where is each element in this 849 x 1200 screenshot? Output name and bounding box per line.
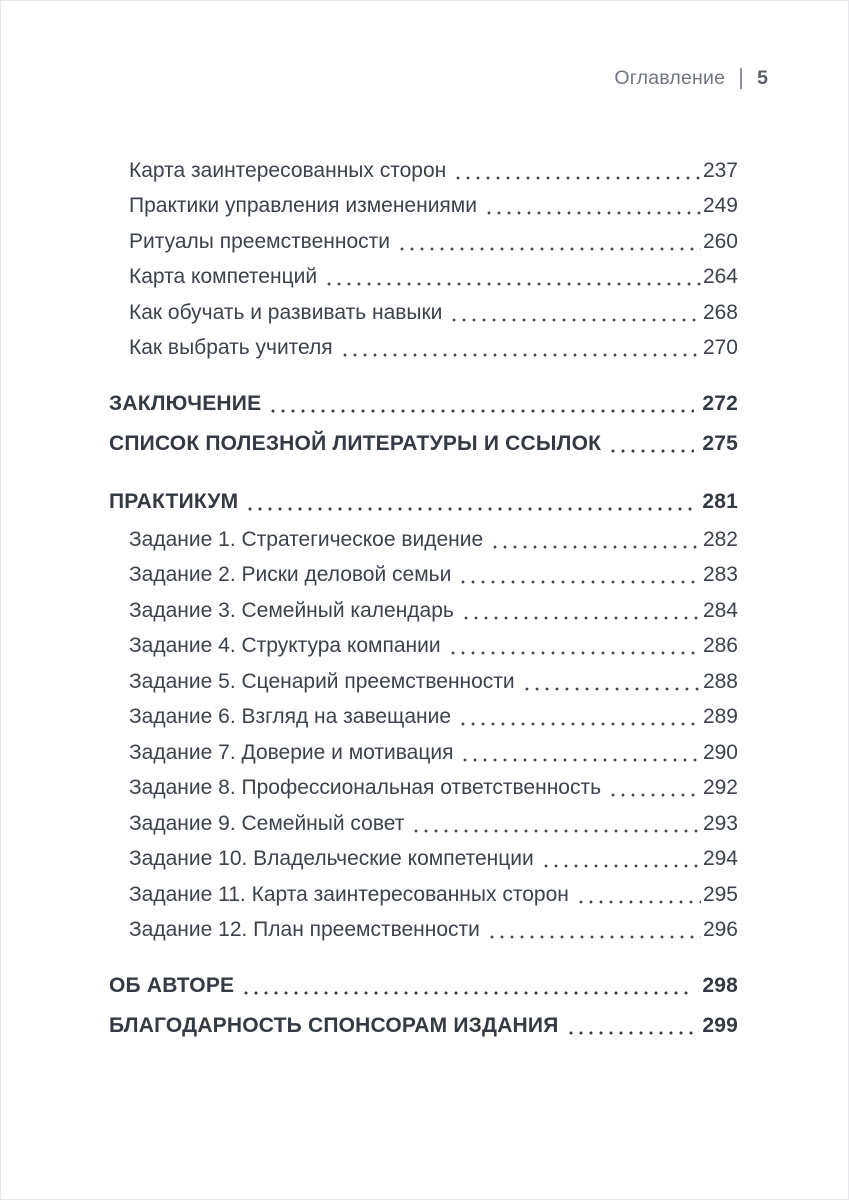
toc-entry-page-number: 237 — [702, 158, 738, 182]
toc-entry-label: ОБ АВТОРЕ — [109, 974, 235, 997]
toc-row — [109, 153, 738, 189]
toc-row — [109, 1006, 738, 1046]
toc-entry-label: Карта компетенций — [129, 265, 318, 289]
toc-row — [109, 735, 738, 771]
toc-entry-label: Задание 8. Профессиональная ответственность — [129, 776, 602, 800]
toc-entry-label: Задание 4. Структура компании — [129, 634, 441, 658]
toc-entry-page-number: 289 — [702, 705, 738, 729]
toc-list — [109, 153, 738, 1046]
dot-leader — [449, 295, 701, 331]
toc-entry-label: Как обучать и развивать навыки — [129, 300, 443, 324]
dot-leader — [576, 877, 701, 913]
toc-row — [109, 558, 738, 594]
dot-leader — [245, 482, 694, 522]
toc-row — [109, 260, 738, 296]
dot-leader — [608, 424, 694, 464]
toc-entry-page-number: 270 — [702, 336, 738, 360]
toc-row — [109, 295, 738, 331]
dot-leader — [453, 153, 701, 189]
toc-entry-page-number: 283 — [702, 563, 738, 587]
toc-row — [109, 331, 738, 367]
toc-entry-page-number: 288 — [702, 669, 738, 693]
toc-entry-page-number: 260 — [702, 229, 738, 253]
toc-row — [109, 877, 738, 913]
toc-entry-page-number: 296 — [702, 918, 738, 942]
toc-entry-page-number: 282 — [702, 527, 738, 551]
toc-entry-label: Задание 2. Риски деловой семьи — [129, 563, 452, 587]
dot-leader — [324, 260, 701, 296]
toc-entry-label: Задание 3. Семейный календарь — [129, 598, 454, 622]
toc-entry-label: Задание 7. Доверие и мотивация — [129, 740, 454, 764]
running-head-page-number: 5 — [757, 67, 768, 89]
dot-leader — [397, 224, 701, 260]
toc-entry-label: Задание 1. Стратегическое видение — [129, 527, 484, 551]
toc-entry-page-number: 286 — [702, 634, 738, 658]
toc-entry-label: Задание 9. Семейный совет — [129, 811, 405, 835]
toc-row — [109, 224, 738, 260]
dot-leader — [448, 629, 701, 665]
dot-leader — [241, 966, 694, 1006]
dot-leader — [458, 700, 701, 736]
dot-leader — [340, 331, 701, 367]
dot-leader — [460, 735, 701, 771]
toc-entry-page-number: 272 — [702, 392, 738, 415]
dot-leader — [522, 664, 701, 700]
toc-row — [109, 842, 738, 878]
toc-entry-label: ПРАКТИКУМ — [109, 490, 239, 513]
toc-entry-label: СПИСОК ПОЛЕЗНОЙ ЛИТЕРАТУРЫ И ССЫЛОК — [109, 432, 602, 455]
toc-entry-page-number: 264 — [702, 265, 738, 289]
dot-leader — [458, 558, 701, 594]
toc-entry-page-number: 293 — [702, 811, 738, 835]
toc-row — [109, 424, 738, 464]
toc-entry-label: Карта заинтересованных сторон — [129, 158, 447, 182]
toc-row — [109, 629, 738, 665]
toc-entry-page-number: 294 — [702, 847, 738, 871]
toc-entry-label: Задание 6. Взгляд на завещание — [129, 705, 452, 729]
dot-leader — [461, 593, 701, 629]
toc-entry-page-number: 295 — [702, 882, 738, 906]
dot-leader — [608, 771, 701, 807]
toc-row — [109, 522, 738, 558]
dot-leader — [566, 1006, 695, 1046]
toc-entry-page-number: 284 — [702, 598, 738, 622]
dot-leader — [484, 189, 701, 225]
toc-row — [109, 771, 738, 807]
dot-leader — [487, 913, 701, 949]
toc-entry-label: Задание 10. Владельческие компетенции — [129, 847, 534, 871]
toc-entry-label: Задание 12. План преемственности — [129, 918, 480, 942]
toc-entry-page-number: 268 — [702, 300, 738, 324]
toc-row — [109, 593, 738, 629]
toc-row — [109, 913, 738, 949]
toc-entry-page-number: 290 — [702, 740, 738, 764]
toc-row — [109, 384, 738, 424]
toc-entry-label: Задание 5. Сценарий преемственности — [129, 669, 515, 693]
toc-row — [109, 189, 738, 225]
toc-row — [109, 806, 738, 842]
dot-leader — [541, 842, 701, 878]
toc-row — [109, 664, 738, 700]
toc-entry-page-number: 249 — [702, 194, 738, 218]
toc-entry-label: Ритуалы преемственности — [129, 229, 391, 253]
running-head-title: Оглавление — [614, 67, 726, 89]
toc-entry-page-number: 298 — [702, 974, 738, 997]
toc-entry-label: БЛАГОДАРНОСТЬ СПОНСОРАМ ИЗДАНИЯ — [109, 1014, 559, 1037]
toc-row — [109, 482, 738, 522]
running-head-divider — [740, 68, 742, 89]
toc-entry-page-number: 299 — [702, 1014, 738, 1037]
dot-leader — [490, 522, 701, 558]
toc-entry-label: Практики управления изменениями — [129, 194, 477, 218]
toc-row — [109, 700, 738, 736]
dot-leader — [411, 806, 701, 842]
running-head — [614, 67, 768, 90]
toc-entry-label: ЗАКЛЮЧЕНИЕ — [109, 392, 262, 415]
toc-entry-page-number: 281 — [702, 490, 738, 513]
toc-entry-page-number: 292 — [702, 776, 738, 800]
toc-entry-label: Как выбрать учителя — [129, 336, 333, 360]
toc-entry-page-number: 275 — [702, 432, 738, 455]
toc-entry-label: Задание 11. Карта заинтересованных сторон — [129, 882, 569, 906]
dot-leader — [268, 384, 694, 424]
toc-row — [109, 966, 738, 1006]
